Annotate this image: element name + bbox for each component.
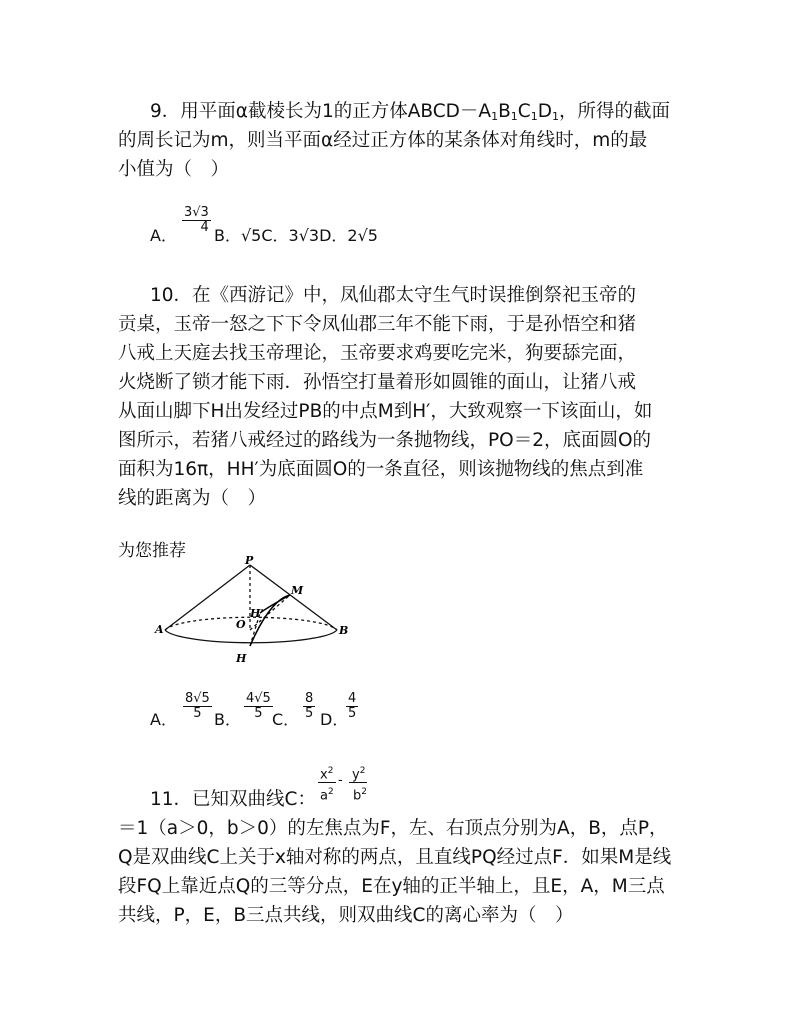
label-b: B [339,624,349,637]
q10-option-d-fraction: $\frac{4}{5}$ [348,691,357,721]
cone-figure [150,555,360,670]
q10-line-8: 线的距离为（ ） [118,488,267,509]
parabola-curve [250,595,290,646]
q10-option-d-label: D． [320,710,349,729]
q10-option-a-label: A． [150,710,177,729]
q10-option-a-fraction: $\frac{8√5}{5}$ [185,691,210,721]
label-h: H [236,652,247,665]
recommend-label: 为您推荐 [118,541,186,561]
q11-b-denominator: $b^2$ [353,787,367,804]
q9-line-3: 小值为（ ） [118,159,230,180]
q11-y-numerator: $y^2$ [352,766,366,783]
q10-option-c-label: C． [272,710,300,729]
q11-a-denominator: $a^2$ [320,787,334,804]
q9-option-a-fraction: $\frac{3√3}{4}$ [184,205,209,235]
q9-line-2: 的周长记为m，则当平面α经过正方体的某条体对角线时，m的最 [118,130,648,151]
q9-option-a-label: A． [150,226,177,245]
q11-line-3: 段FQ上靠近点Q的三等分点，E在y轴的正半轴上，且E，A，M三点 [118,876,665,897]
q10-line-7: 面积为16π，HH′为底面圆O的一条直径，则该抛物线的焦点到准 [118,459,644,480]
q11-minus: - [338,773,343,788]
cone-base-front-arc [165,630,337,643]
label-p: P [245,555,254,567]
q9-options-rest: B．√5C．3√3D．2√5 [214,226,378,245]
q10-line-2: 贡桌，玉帝一怒之下下令凤仙郡三年不能下雨，于是孙悟空和猪 [118,314,637,335]
q10-option-b-label: B． [214,710,241,729]
q10-line-1: 10．在《西游记》中，凤仙郡太守生气时误推倒祭祀玉帝的 [150,285,637,306]
label-o: O [236,618,246,631]
q11-intro: 11．已知双曲线C： [150,789,316,810]
q11-line-1: ＝1（a＞0，b＞0）的左焦点为F，左、右顶点分别为A，B，点P， [118,818,668,839]
q10-line-5: 从面山脚下H出发经过PB的中点M到H′，大致观察一下该面山，如 [118,401,653,422]
q11-fraction-bar-2 [349,782,367,783]
label-m: M [291,584,304,597]
q10-line-4: 火烧断了锁才能下雨．孙悟空打量着形如圆锥的面山，让猪八戒 [118,372,637,393]
q10-line-3: 八戒上天庭去找玉帝理论，玉帝要求鸡要吃完米，狗要舔完面， [118,343,637,364]
q11-x-numerator: $x^2$ [320,766,334,783]
q11-fraction-bar-1 [318,782,336,783]
q10-option-c-fraction: $\frac{8}{5}$ [305,691,314,721]
q9-line-1: 9．用平面α截棱长为1的正方体$ABCD-A_1B_1C_1D_1$，所得的截面 [150,101,670,123]
q11-line-4: 共线，P，E，B三点共线，则双曲线C的离心率为（ ） [118,905,574,926]
label-a: A [155,623,164,636]
q10-line-6: 图所示，若猪八戒经过的路线为一条抛物线，PO＝2，底面圆O的 [118,430,652,451]
label-h-prime: H' [250,607,264,620]
q11-line-2: Q是双曲线C上关于x轴对称的两点，且直线PQ经过点F．如果M是线 [118,847,672,868]
q10-option-b-fraction: $\frac{4√5}{5}$ [246,691,271,721]
